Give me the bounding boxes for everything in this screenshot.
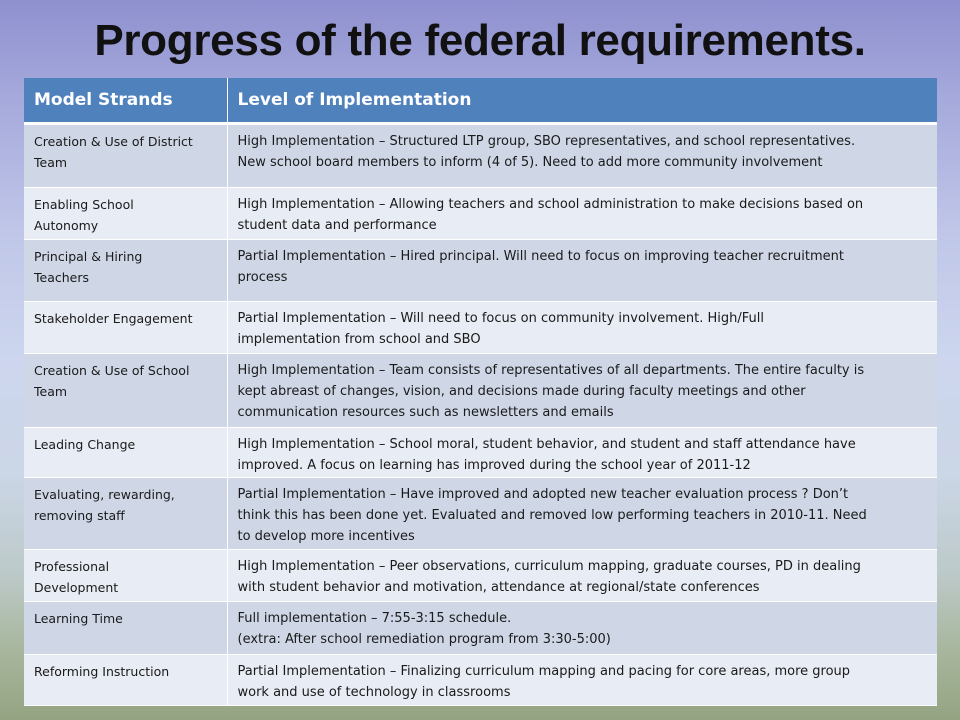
strand-cell [24,602,227,655]
level-cell [227,354,937,428]
strand-line: Autonomy [34,218,99,233]
level-line: Partial Implementation – Will need to focus on community involvement. High/Full [237,311,764,326]
level-cell [227,188,937,240]
table-row [24,478,937,550]
strand-cell [24,478,227,550]
level-cell [227,478,937,550]
strand-cell [24,124,227,188]
table-row [24,550,937,602]
strand-line: Stakeholder Engagement [34,311,193,326]
strand-line: Leading Change [34,437,136,452]
level-line: kept abreast of changes, vision, and decisions made during faculty meetings and other [237,384,806,399]
table-header-row [24,78,937,124]
strand-line: Principal & Hiring [34,249,143,264]
level-line: work and use of technology in classrooms [237,685,511,700]
level-line: implementation from school and SBO [237,332,481,347]
level-line: with student behavior and motivation, attendance at regional/state conferences [237,580,760,595]
table-row [24,428,937,478]
level-cell [227,655,937,706]
level-line: Partial Implementation – Hired principal. Will need to focus on improving teacher recruitment [237,249,844,264]
strand-line: Learning Time [34,611,123,626]
level-line: New school board members to inform (4 of 5). Need to add more community involvement [237,155,823,170]
strand-line: Enabling School [34,197,134,212]
level-cell [227,550,937,602]
requirements-table-container [24,78,937,706]
level-line: process [237,270,288,285]
strand-cell [24,188,227,240]
strand-line: Development [34,580,119,595]
level-line: Partial Implementation – Finalizing curriculum mapping and pacing for core areas, more group [237,664,851,679]
strand-line: Evaluating, rewarding, [34,487,175,502]
level-line: communication resources such as newsletters and emails [237,405,614,420]
level-line: Full implementation – 7:55-3:15 schedule. [237,611,512,626]
strand-line: Team [34,155,68,170]
table-row [24,655,937,706]
level-cell [227,240,937,302]
strand-line: Professional [34,559,110,574]
strand-line: removing staff [34,508,125,523]
level-line: High Implementation – Allowing teachers and school administration to make decisions based on [237,197,864,212]
strand-cell [24,302,227,354]
strand-cell [24,655,227,706]
table-row [24,124,937,188]
slide-title: Progress of the federal requirements. [94,16,866,65]
level-line: improved. A focus on learning has improved during the school year of 2011-12 [237,458,751,473]
table-row [24,302,937,354]
level-cell [227,428,937,478]
level-cell [227,124,937,188]
level-line: (extra: After school remediation program from 3:30-5:00) [237,632,611,647]
header-model-strands: Model Strands [24,78,227,124]
level-line: High Implementation – Peer observations, curriculum mapping, graduate courses, PD in dealing [237,559,861,574]
table-row [24,602,937,655]
table-row [24,188,937,240]
level-line: student data and performance [237,218,437,233]
strand-line: Reforming Instruction [34,664,170,679]
strand-line: Team [34,384,68,399]
strand-cell [24,428,227,478]
level-line: High Implementation – School moral, student behavior, and student and staff attendance have [237,437,856,452]
requirements-table [24,78,937,706]
header-level-of-implementation: Level of Implementation [227,78,937,124]
level-line: High Implementation – Structured LTP group, SBO representatives, and school representatives. [237,134,856,149]
level-line: High Implementation – Team consists of representatives of all departments. The entire faculty is [237,363,865,378]
strand-cell [24,550,227,602]
level-cell [227,302,937,354]
level-line: think this has been done yet. Evaluated and removed low performing teachers in 2010-11. Need [237,508,867,523]
level-cell [227,602,937,655]
strand-line: Creation & Use of District [34,134,193,149]
strand-line: Creation & Use of School [34,363,190,378]
table-row [24,354,937,428]
level-line: Partial Implementation – Have improved and adopted new teacher evaluation process ? Don’t [237,487,849,502]
level-line: to develop more incentives [237,529,415,544]
strand-cell [24,240,227,302]
strand-cell [24,354,227,428]
strand-line: Teachers [34,270,89,285]
table-row [24,240,937,302]
